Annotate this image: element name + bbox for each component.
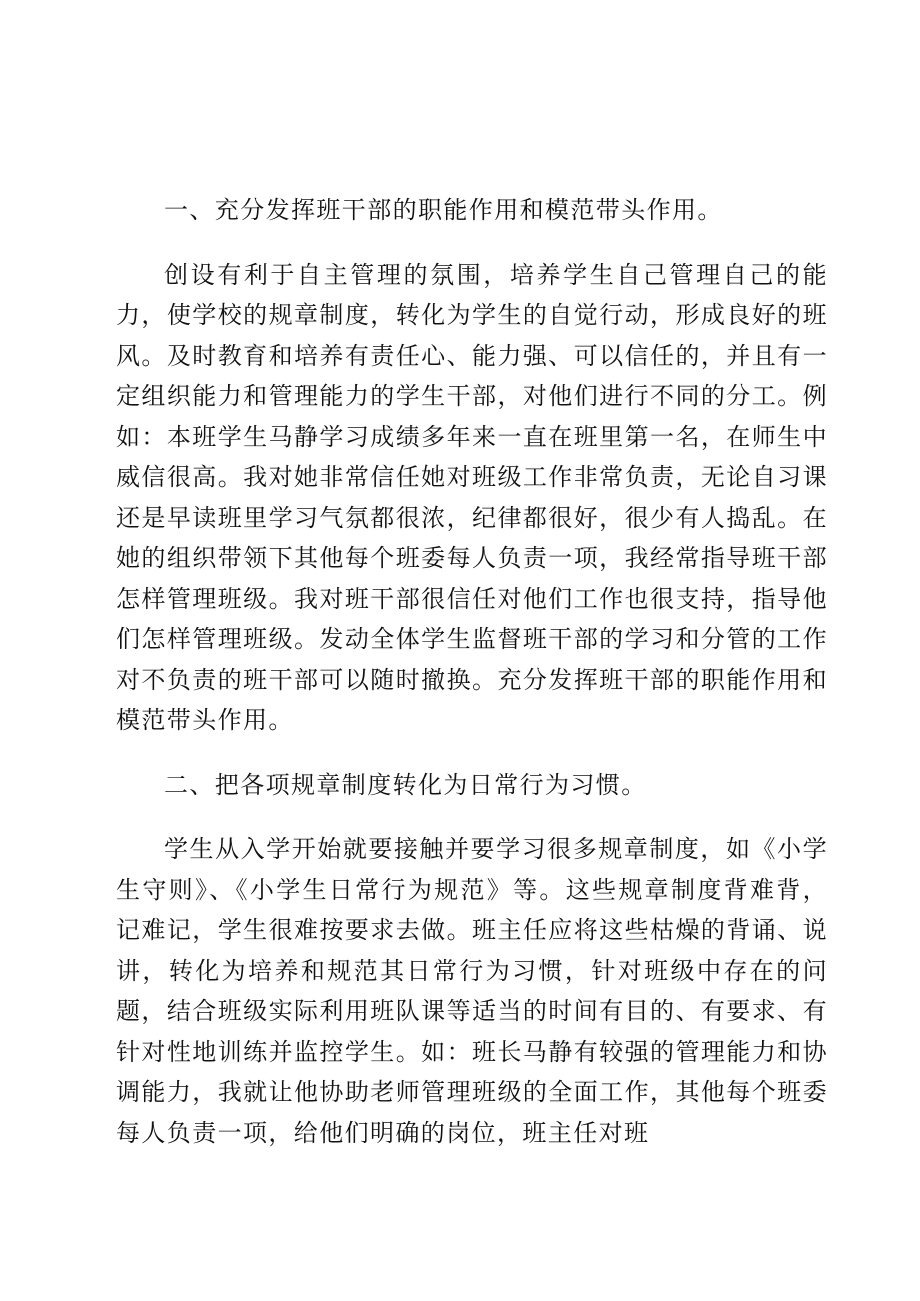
section-heading: 一、充分发挥班干部的职能作用和模范带头作用。 (164, 196, 723, 224)
section-paragraph: 学生从入学开始就要接触并要学习很多规章制度，如《小学生守则》、《小学生日常行为规范》等。这些规章制度背难背，记难记，学生很难按要求去做。班主任应将这些枯燥的背诵、说讲，转化为培养和规范其日常行为习惯，针对班级中存在的问题，结合班级实际利用班队课等适当的时间有目的、有要求、有针对性地训练并监控学生。如：班长马静有较强的管理能力和协调能力，我就让他协助老师管理班级的全面工作，其他每个班委每人负责一项，给他们明确的岗位，班主任对班 (116, 835, 828, 1147)
section-paragraph: 创设有利于自主管理的氛围，培养学生自己管理自己的能力，使学校的规章制度，转化为学生的自觉行动，形成良好的班风。及时教育和培养有责任心、能力强、可以信任的，并且有一定组织能力和管理能力的学生干部，对他们进行不同的分工。例如：本班学生马静学习成绩多年来一直在班里第一名，在师生中威信很高。我对她非常信任她对班级工作非常负责，无论自习课还是早读班里学习气氛都很浓，纪律都很好，很少有人捣乱。在她的组织带领下其他每个班委每人负责一项，我经常指导班干部怎样管理班级。我对班干部很信任对他们工作也很支持，指导他们怎样管理班级。发动全体学生监督班干部的学习和分管的工作对不负责的班干部可以随时撤换。充分发挥班干部的职能作用和模范带头作用。 (116, 260, 828, 734)
section-heading: 二、把各项规章制度转化为日常行为习惯。 (164, 770, 647, 799)
section-2 (116, 765, 828, 1154)
section-1 (116, 190, 828, 741)
document-page (116, 166, 828, 1163)
